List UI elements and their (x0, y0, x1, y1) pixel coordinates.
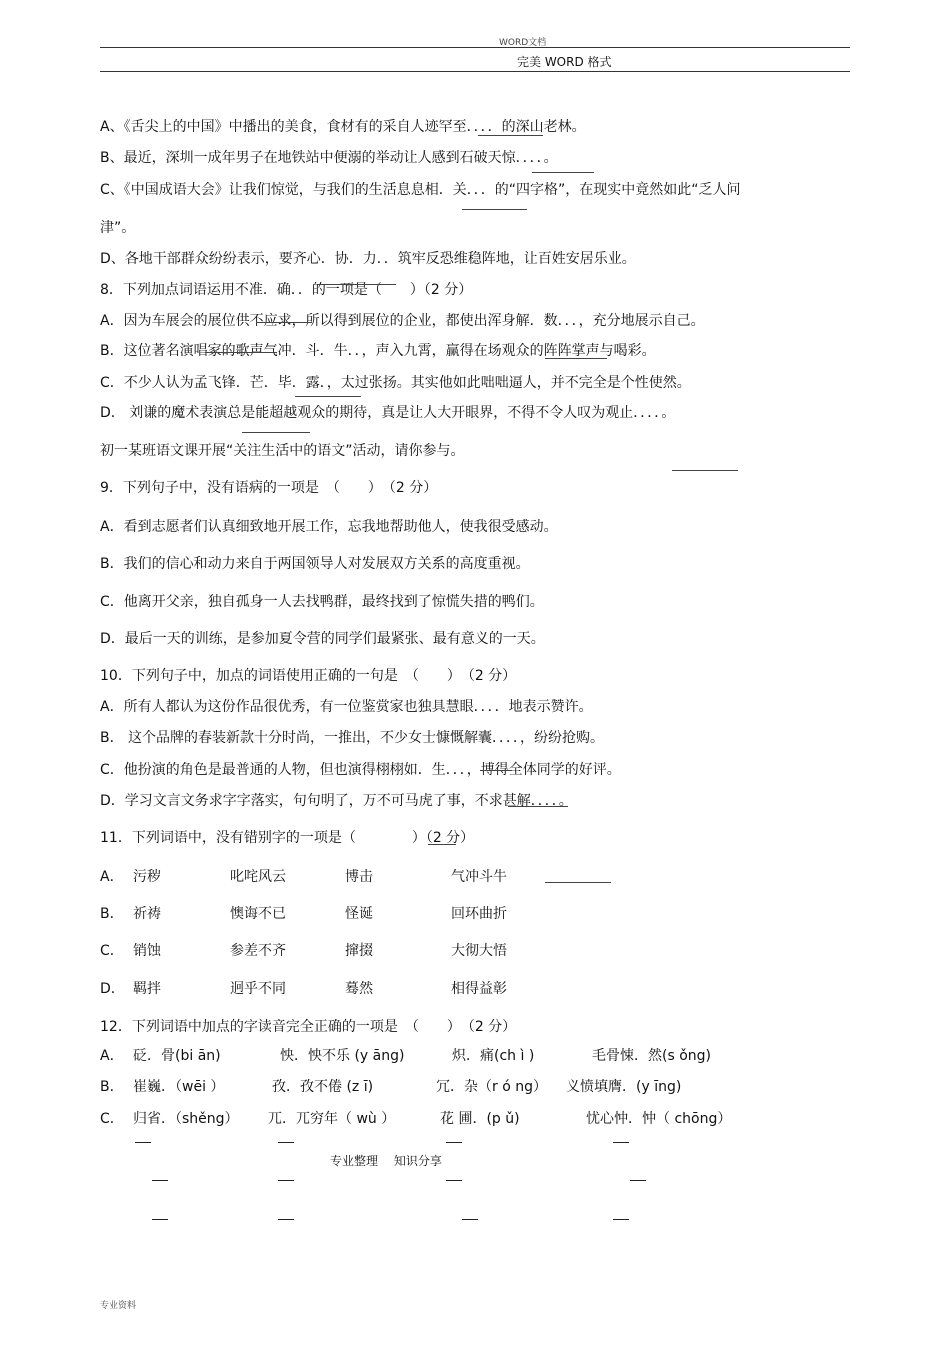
word: 忧心忡．忡（ chōng） (586, 1111, 732, 1127)
underline (242, 432, 310, 433)
header-title: 完美 WORD 格式 (517, 55, 612, 69)
dash-mark (446, 1180, 462, 1181)
q7-option-a: A、《舌尖上的中国》中播出的美食，食材有的采自人迹罕至．．．．的深山老林。 (100, 119, 586, 135)
option-label: C． (100, 1111, 124, 1127)
option-label: C． (100, 943, 124, 959)
underline (428, 844, 456, 845)
word: 孜．孜不倦 (z ī) (272, 1079, 374, 1095)
underline (295, 396, 361, 397)
word: 崔巍．（wēi ） (133, 1079, 225, 1095)
q10-option-b: B． 这个品牌的春装新款十分时尚，一推出，不少女士慷慨解囊．．．．，纷纷抢购。 (100, 730, 605, 746)
underline (532, 172, 594, 173)
q11-stem: 11．下列词语中，没有错别字的一项是（ ）（2 分） (100, 830, 475, 846)
dash-mark (462, 1219, 478, 1220)
word: 冗．杂（r ó ng） (436, 1079, 547, 1095)
underline (545, 358, 607, 359)
underline (318, 284, 396, 285)
q7-option-b: B、最近，深圳一成年男子在地铁站中便溺的举动让人感到石破天惊．．．．。 (100, 150, 558, 166)
word: 归省．（shěng） (133, 1111, 239, 1127)
option-label: B． (100, 906, 124, 922)
word: 毛骨悚．然(s ǒng) (592, 1048, 711, 1064)
word: 蓦然 (345, 981, 373, 997)
word: 义愤填膺．(y īng) (566, 1079, 682, 1095)
underline (545, 882, 611, 883)
underline (478, 135, 543, 136)
word: 花 圃．(p ǔ) (440, 1111, 520, 1127)
q10-option-d: D．学习文言文务求字字落实，句句明了，万不可马虎了事，不求甚解．．．．。 (100, 793, 573, 809)
word: 大彻大悟 (451, 943, 507, 959)
underline (480, 770, 512, 771)
q7-option-d: D、各地干部群众纷纷表示，要齐心．协．力．．筑牢反恐维稳阵地，让百姓安居乐业。 (100, 251, 636, 267)
q12-stem: 12．下列词语中加点的字读音完全正确的一项是 （ ） （2 分） (100, 1019, 517, 1035)
option-label: D． (100, 981, 125, 997)
header-rule-top (100, 47, 850, 48)
word: 销蚀 (133, 943, 161, 959)
q9-option-a: A．看到志愿者们认真细致地开展工作，忘我地帮助他人，使我很受感动。 (100, 519, 558, 535)
option-label: A． (100, 869, 124, 885)
word: 气冲斗牛 (451, 869, 507, 885)
dash-mark (630, 1180, 646, 1181)
footer-bottom: 专业资料 (100, 1301, 137, 1311)
word: 相得益彰 (451, 981, 507, 997)
word: 怏．怏不乐 (y āng) (280, 1048, 405, 1064)
dash-mark (152, 1180, 168, 1181)
underline (205, 352, 277, 353)
underline (256, 322, 312, 323)
word: 参差不齐 (230, 943, 286, 959)
q7-option-c-cont: 津”。 (100, 220, 136, 236)
underline (462, 209, 527, 210)
word: 祈祷 (133, 906, 161, 922)
underline (508, 806, 568, 807)
q8-option-c: C．不少人认为孟飞锋．芒．毕．露．，太过张扬。其实他如此咄咄逼人，并不完全是个性使然。 (100, 375, 691, 391)
word: 懊诲不已 (230, 906, 286, 922)
dash-mark (278, 1219, 294, 1220)
dash-mark (152, 1219, 168, 1220)
q9-option-b: B．我们的信心和动力来自于两国领导人对发展双方关系的高度重视。 (100, 556, 530, 572)
option-label: A． (100, 1048, 124, 1064)
q10-option-a: A．所有人都认为这份作品很优秀，有一位鉴赏家也独具慧眼．．．．地表示赞许。 (100, 699, 593, 715)
word: 博击 (345, 869, 373, 885)
dash-mark (446, 1142, 462, 1143)
footer-center: 专业整理 知识分享 (330, 1154, 442, 1168)
header-small-text: WORD文档 (499, 38, 547, 48)
q9-option-c: C．他离开父亲，独自孤身一人去找鸭群，最终找到了惊慌失措的鸭们。 (100, 594, 544, 610)
q8-stem: 8．下列加点词语运用不准．确．．的一项是（ ）（2 分） (100, 282, 473, 298)
word: 兀．兀穷年（ wù ） (268, 1111, 396, 1127)
activity-intro: 初一某班语文课开展“关注生活中的语文”活动，请你参与。 (100, 443, 465, 459)
word: 羁拌 (133, 981, 161, 997)
word: 炽．痛(ch ì ) (452, 1048, 535, 1064)
q8-option-d: D． 刘谦的魔术表演总是能超越观众的期待，真是让人大开眼界，不得不令人叹为观止．．．．。 (100, 405, 676, 421)
word: 迥乎不同 (230, 981, 286, 997)
dash-mark (613, 1142, 629, 1143)
underline (672, 470, 738, 471)
dash-mark (135, 1142, 151, 1143)
dash-mark (278, 1180, 294, 1181)
word: 污秽 (133, 869, 161, 885)
q7-option-c: C、《中国成语大会》让我们惊觉，与我们的生活息息相．关．．．的“四字格”，在现实中竟然如此“乏人问 (100, 182, 741, 198)
q9-option-d: D．最后一天的训练，是参加夏令营的同学们最紧张、最有意义的一天。 (100, 631, 545, 647)
header-rule-bottom (100, 71, 850, 72)
dash-mark (278, 1142, 294, 1143)
option-label: B． (100, 1079, 124, 1095)
q10-option-c: C．他扮演的角色是最普通的人物，但也演得栩栩如．生．．．，博得全体同学的好评。 (100, 762, 621, 778)
q8-option-a: A．因为车展会的展位供不应求，所以得到展位的企业，都使出浑身解．数．．．，充分地展示自己。 (100, 313, 705, 329)
dash-mark (613, 1219, 629, 1220)
word: 回环曲折 (451, 906, 507, 922)
q8-option-b: B．这位著名演唱家的歌声气冲．斗．牛．．，声入九霄，赢得在场观众的阵阵掌声与喝彩。 (100, 343, 656, 359)
q10-stem: 10．下列句子中，加点的词语使用正确的一句是 （ ） （2 分） (100, 668, 517, 684)
word: 怪诞 (345, 906, 373, 922)
word: 叱咤风云 (230, 869, 286, 885)
word: 撺掇 (345, 943, 373, 959)
word: 砭．骨(bi ān) (133, 1048, 221, 1064)
q9-stem: 9．下列句子中，没有语病的一项是 （ ） （2 分） (100, 480, 438, 496)
